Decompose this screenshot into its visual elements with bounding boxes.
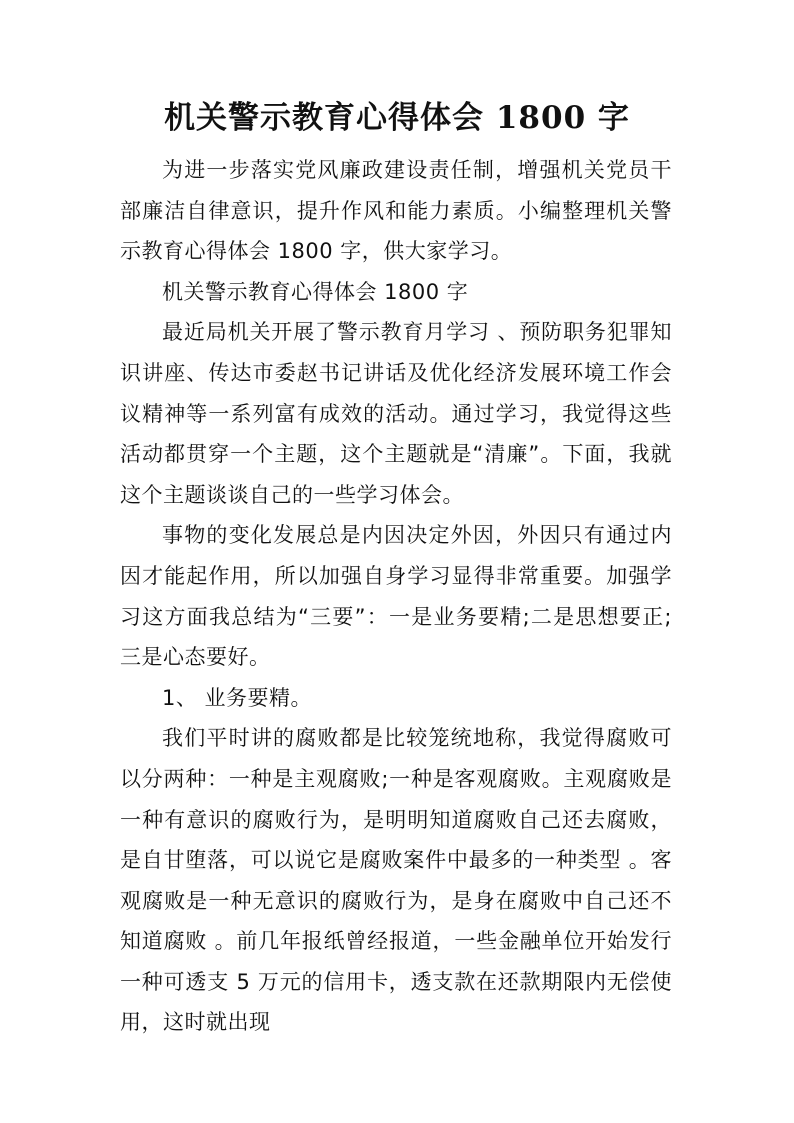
paragraph-activities: 最近局机关开展了警示教育月学习 、预防职务犯罪知识讲座、传达市委赵书记讲话及优化经济发展环境工作会议精神等一系列富有成效的活动。通过学习，我觉得这些活动都贯穿一个主题，这个主题就是“清廉”。下面，我就这个主题谈谈自己的一些学习体会。 bbox=[120, 320, 672, 507]
document-body bbox=[120, 150, 672, 1043]
paragraph-subtitle: 机关警示教育心得体会 1800 字 bbox=[162, 279, 469, 304]
paragraph-three-musts: 事物的变化发展总是内因决定外因，外因只有通过内因才能起作用，所以加强自身学习显得非常重要。加强学习这方面我总结为“三要”：一是业务要精;二是思想要正;三是心态要好。 bbox=[120, 523, 672, 670]
paragraph-heading-business: 1、 业务要精。 bbox=[162, 685, 313, 710]
document-title: 机关警示教育心得体会 1800 字 bbox=[164, 100, 630, 136]
paragraph-intro: 为进一步落实党风廉政建设责任制，增强机关党员干部廉洁自律意识，提升作风和能力素质。小编整理机关警示教育心得体会 1800 字，供大家学习。 bbox=[120, 158, 672, 264]
paragraph-corruption: 我们平时讲的腐败都是比较笼统地称，我觉得腐败可以分两种：一种是主观腐败;一种是客观腐败。主观腐败是一种有意识的腐败行为，是明明知道腐败自己还去腐败，是自甘堕落，可以说它是腐败案件中最多的一种类型 。客观腐败是一种无意识的腐败行为，是身在腐败中自己还不知道腐败 。前几年报纸曾经报道，一些金融单位开始发行一种可透支 5 万元的信用卡，透支款在还款期限内无偿使用，这时就出现 bbox=[120, 726, 672, 1035]
